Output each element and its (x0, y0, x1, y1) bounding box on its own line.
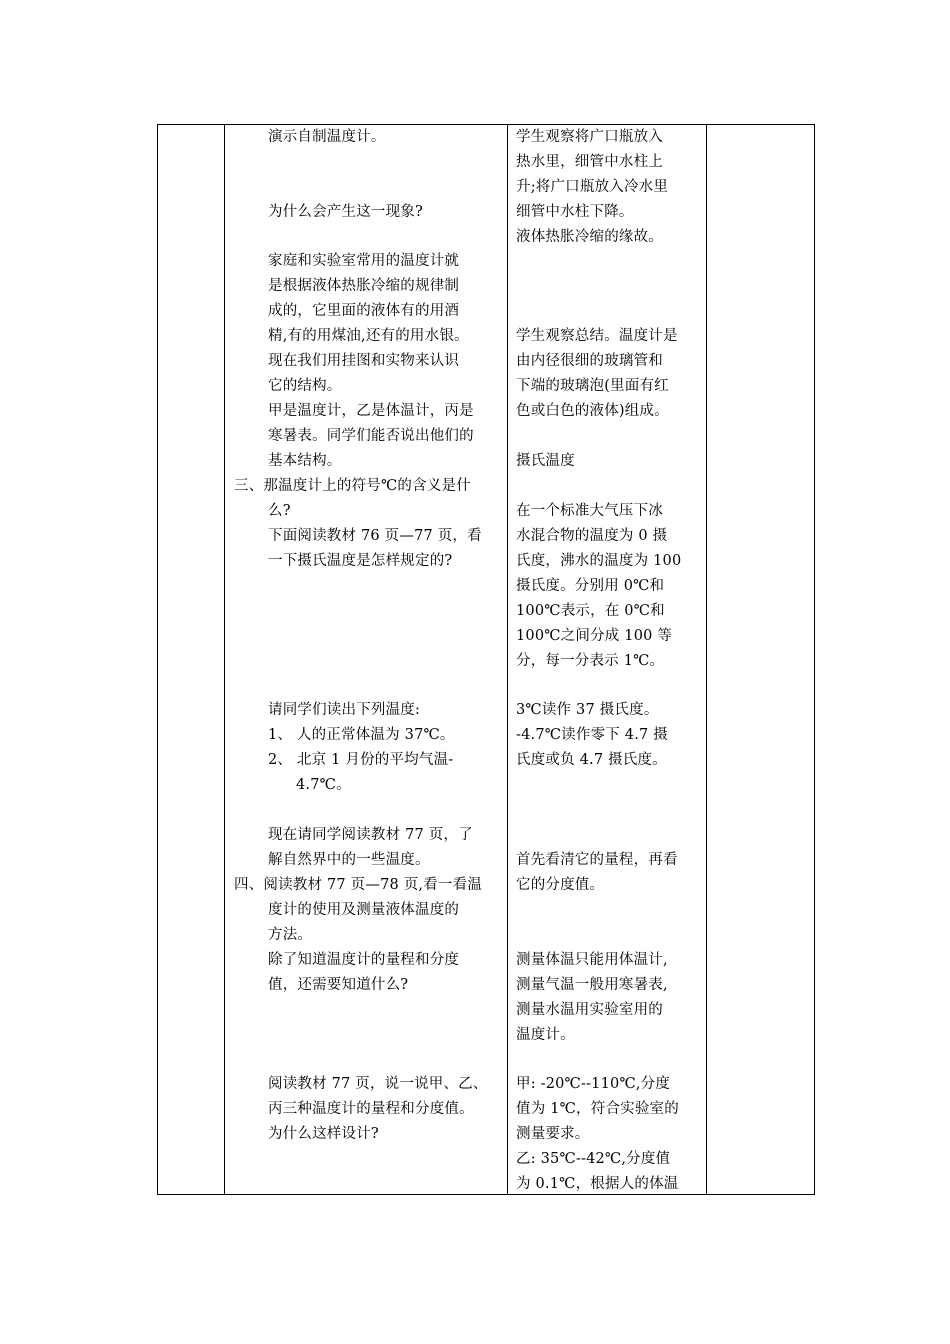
last-read-line: 为什么这样设计? (268, 1126, 379, 1142)
read-76-line: 下面阅读教材 76 页—77 页，看 (268, 528, 482, 544)
section-four-line: 度计的使用及测量液体温度的 (268, 902, 460, 918)
celsius-definition-line: 摄氏度。分别用 0℃和 (516, 578, 665, 594)
intro-line: 甲是温度计，乙是体温计，丙是 (268, 403, 474, 419)
intro-line: 现在我们用挂图和实物来认识 (268, 353, 460, 369)
thermometer-types-line: 为 0.1℃，根据人的体温 (516, 1176, 679, 1192)
intro-line: 基本结构。 (268, 453, 342, 469)
structure-line: 学生观察总结。温度计是 (516, 328, 678, 344)
measure-line: 测量体温只能用体温计, (516, 952, 668, 968)
celsius-definition-line: 100℃表示，在 0℃和 (516, 603, 665, 619)
measure-line: 温度计。 (516, 1027, 575, 1043)
celsius-definition-line: 在一个标准大气压下冰 (516, 503, 663, 519)
celsius-definition-line: 氏度，沸水的温度为 100 (516, 553, 682, 569)
why-question: 为什么会产生这一现象? (268, 204, 423, 220)
section-three-heading: 三、那温度计上的符号℃的含义是什 (234, 478, 471, 494)
intro-line: 它的结构。 (268, 378, 342, 394)
lesson-table (157, 124, 815, 1195)
intro-line: 成的，它里面的液体有的用酒 (268, 303, 460, 319)
celsius-definition-line: 水混合物的温度为 0 摄 (516, 528, 668, 544)
observe-line: 热水里，细管中水柱上 (516, 154, 663, 170)
column-divider-2 (507, 125, 508, 1194)
celsius-definition-line: 分，每一分表示 1℃。 (516, 653, 665, 669)
celsius-definition-line: 100℃之间分成 100 等 (516, 628, 673, 644)
structure-line: 色或白色的液体)组成。 (516, 403, 669, 419)
intro-line: 是根据液体热胀冷缩的规律制 (268, 278, 460, 294)
reading-line: 3℃读作 37 摄氏度。 (516, 702, 659, 718)
section-four-line: 除了知道温度计的量程和分度 (268, 952, 460, 968)
intro-line: 精,有的用煤油,还有的用水银。 (268, 328, 469, 344)
range-line: 首先看清它的量程，再看 (516, 852, 678, 868)
observe-line: 升;将广口瓶放入冷水里 (516, 179, 669, 195)
reading-line: 氏度或负 4.7 摄氏度。 (516, 752, 667, 768)
celsius-label: 摄氏温度 (516, 453, 575, 469)
thermometer-types-line: 测量要求。 (516, 1126, 590, 1142)
intro-line: 寒暑表。同学们能否说出他们的 (268, 428, 474, 444)
observe-line: 液体热胀冷缩的缘故。 (516, 229, 663, 245)
observe-line: 细管中水柱下降。 (516, 204, 634, 220)
structure-line: 下端的玻璃泡(里面有红 (516, 378, 669, 394)
read-76-line: 一下摄氏温度是怎样规定的? (268, 553, 453, 569)
thermometer-types-line: 甲: -20℃--110℃,分度 (516, 1076, 671, 1092)
last-read-line: 阅读教材 77 页，说一说甲、乙、 (268, 1076, 488, 1092)
column-divider-3 (706, 125, 707, 1194)
measure-line: 测量气温一般用寒暑表, (516, 977, 668, 993)
read-77-line: 解自然界中的一些温度。 (268, 852, 430, 868)
structure-line: 由内径很细的玻璃管和 (516, 353, 663, 369)
section-four-line: 四、阅读教材 77 页—78 页,看一看温 (234, 877, 483, 893)
section-three-heading: 么? (268, 503, 291, 519)
measure-line: 测量水温用实验室用的 (516, 1002, 663, 1018)
last-read-line: 丙三种温度计的量程和分度值。 (268, 1101, 474, 1117)
column-divider-1 (224, 125, 225, 1194)
reading-line: -4.7℃读作零下 4.7 摄 (516, 727, 668, 743)
section-four-line: 方法。 (268, 927, 313, 943)
observe-line: 学生观察将广口瓶放入 (516, 129, 663, 145)
read-temps-line: 1、 人的正常体温为 37℃。 (268, 727, 455, 743)
read-77-line: 现在请同学阅读教材 77 页，了 (268, 827, 473, 843)
section-four-line: 值，还需要知道什么? (268, 977, 409, 993)
read-temps-line: 2、 北京 1 月份的平均气温- (268, 752, 454, 768)
intro-line: 家庭和实验室常用的温度计就 (268, 253, 460, 269)
thermometer-types-line: 值为 1℃，符合实验室的 (516, 1101, 679, 1117)
read-temps-line: 4.7℃。 (296, 777, 351, 793)
thermometer-types-line: 乙: 35℃--42℃,分度值 (516, 1151, 671, 1167)
demo-text: 演示自制温度计。 (268, 129, 386, 145)
read-temps-line: 请同学们读出下列温度: (268, 702, 421, 718)
range-line: 它的分度值。 (516, 877, 605, 893)
